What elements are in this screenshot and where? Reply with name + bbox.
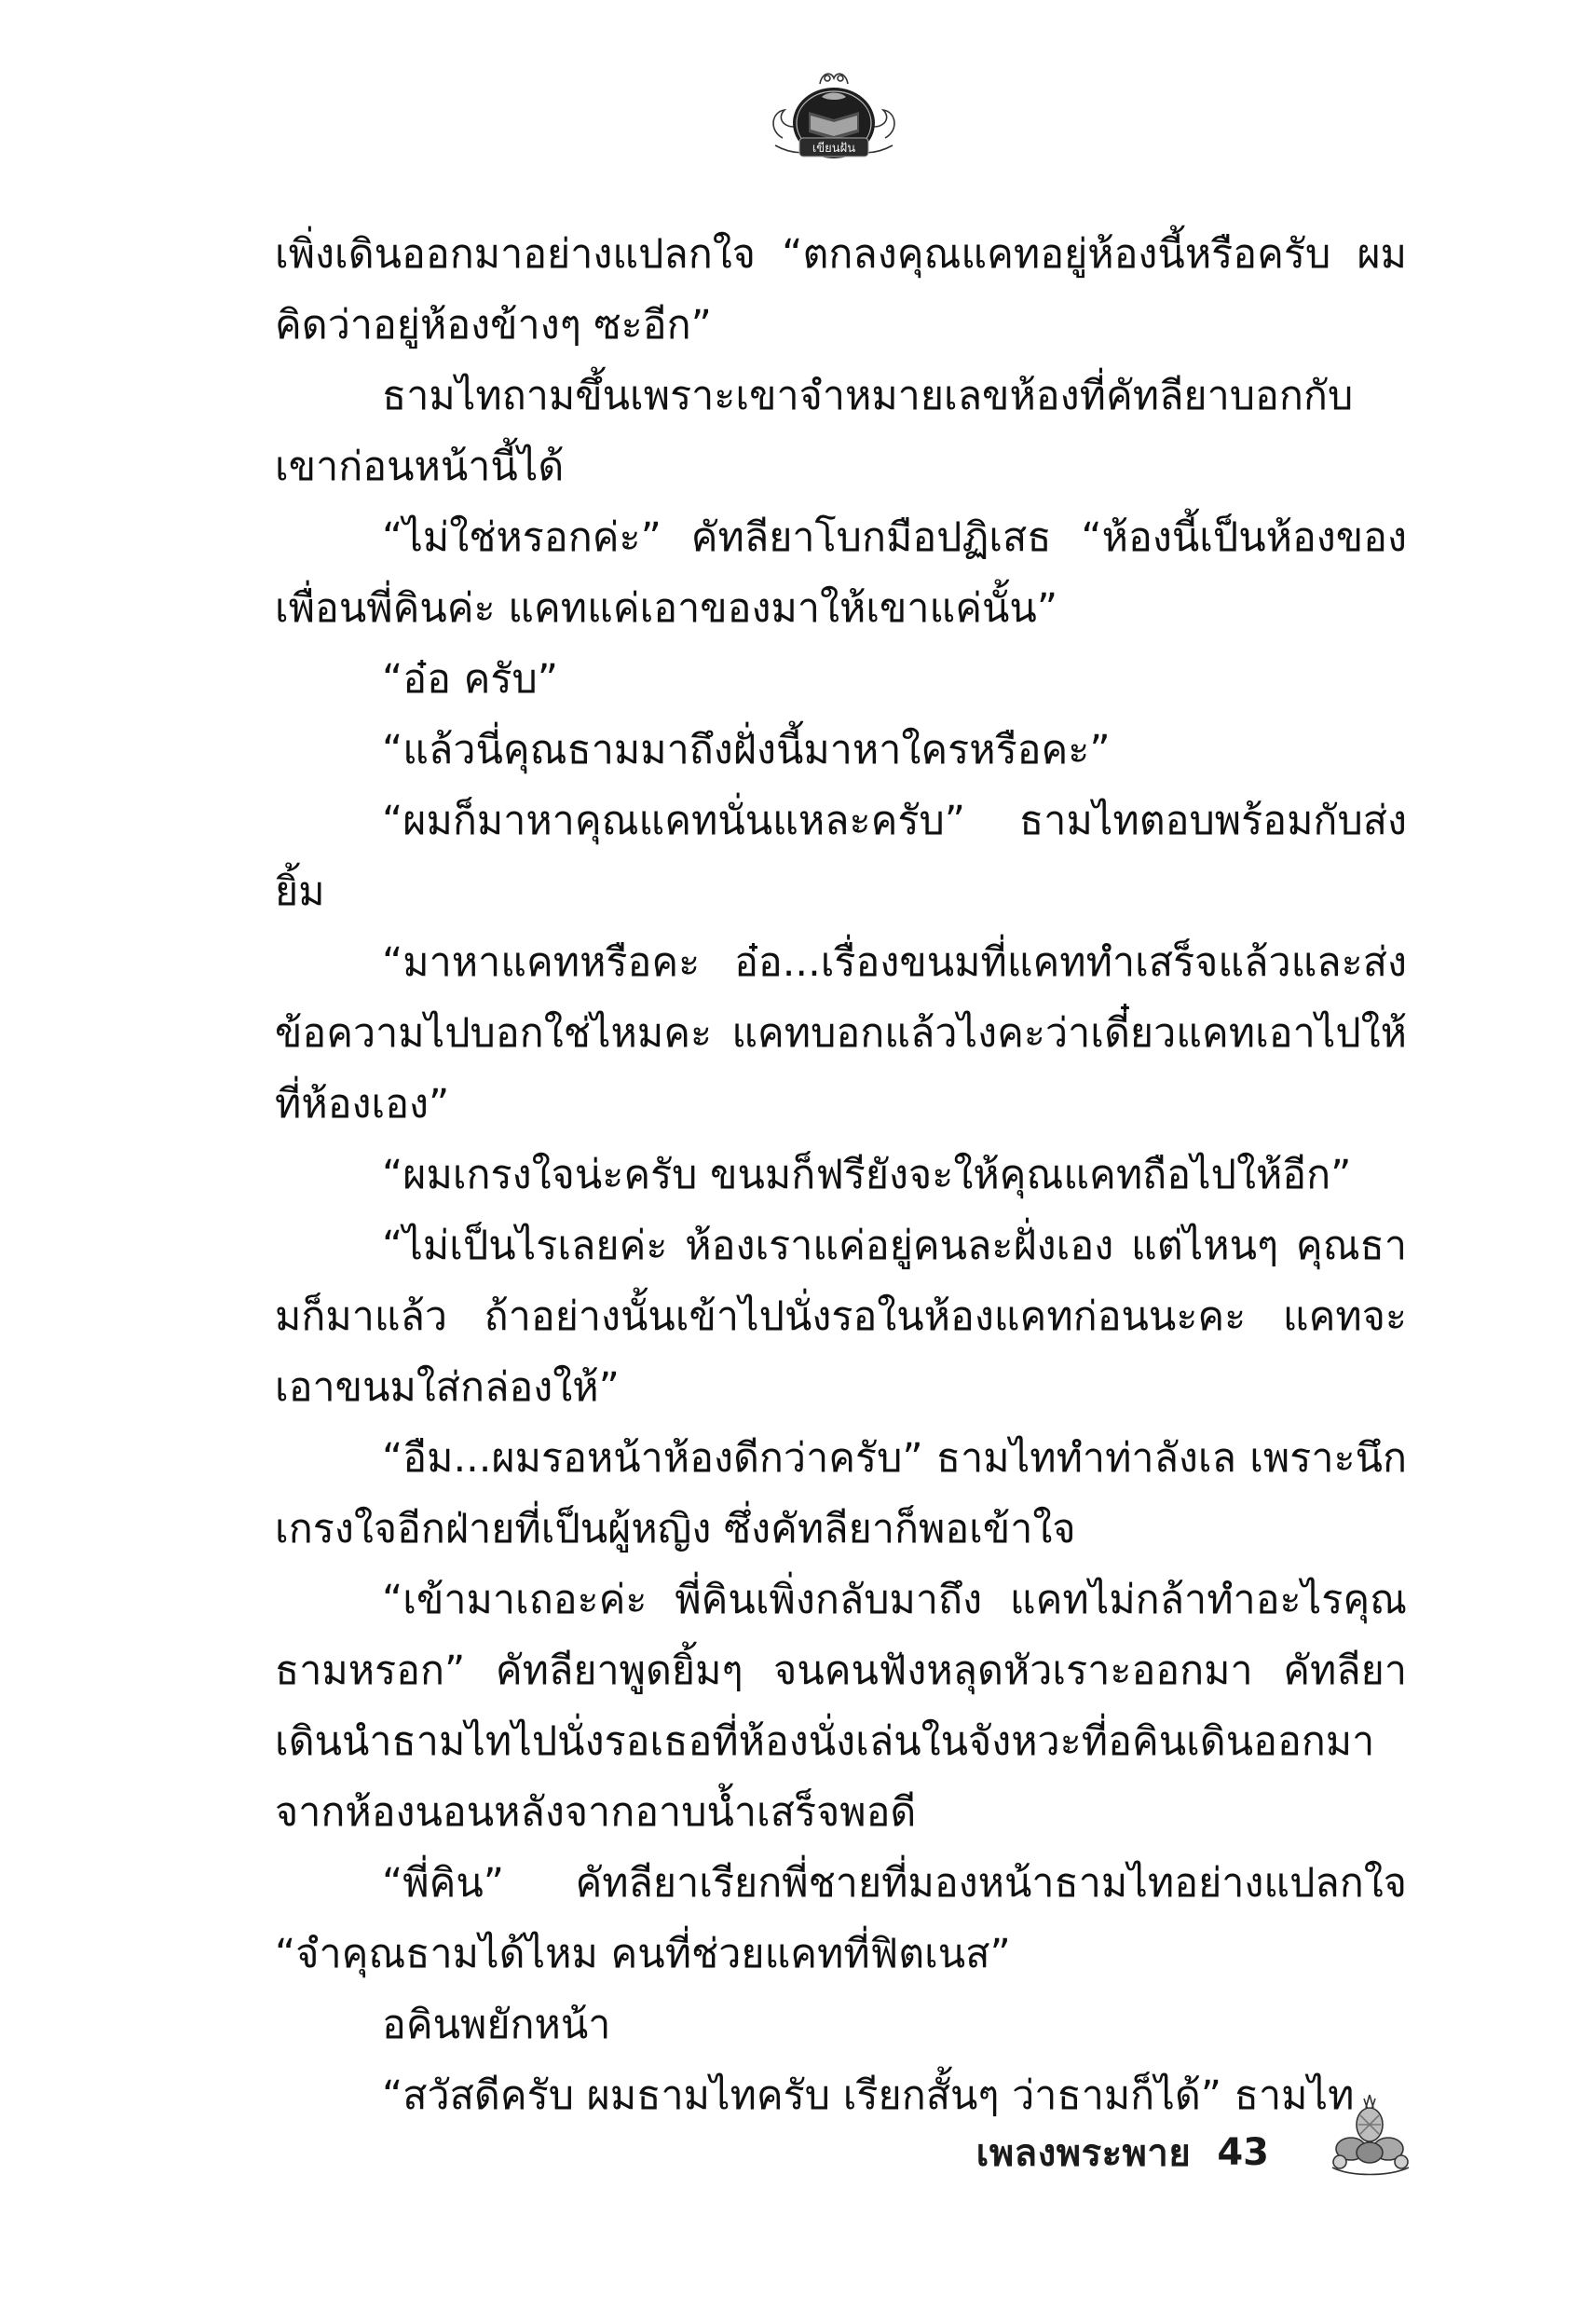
paragraph-9: “ไม่เป็นไรเลยค่ะ ห้องเราแค่อยู่คนละฝั่งเอง แต่ไหนๆ คุณธามก็มาแล้ว ถ้าอย่างนั้นเข้าไปนั่งรอในห้องแคทก่อนนะคะ แคทจะเอาขนมใส่กล่องให้” <box>275 1223 1407 1411</box>
paragraph-3: “ไม่ใช่หรอกค่ะ” คัทลียาโบกมือปฏิเสธ “ห้องนี้เป็นห้องของเพื่อนพี่คินค่ะ แคทแค่เอาของมาให้เขาแค่นั้น” <box>275 514 1407 632</box>
paragraph-11: “เข้ามาเถอะค่ะ พี่คินเพิ่งกลับมาถึง แคทไม่กล้าทำอะไรคุณธามหรอก” คัทลียาพูดยิ้มๆ จนคนฟังหลุดหัวเราะออกมา คัทลียาเดินนำธามไทไปนั่งรอเธอที่ห้องนั่งเล่นในจังหวะที่อคินเดินออกมาจากห้องนอนหลังจากอาบน้ำเสร็จพอดี <box>275 1577 1407 1836</box>
paragraph-10: “อืม...ผมรอหน้าห้องดีกว่าครับ” ธามไททำท่าลังเล เพราะนึกเกรงใจอีกฝ่ายที่เป็นผู้หญิง ซึ่งคัทลียาก็พอเข้าใจ <box>275 1435 1407 1552</box>
paragraph-13: อคินพยักหน้า <box>382 2002 611 2048</box>
paragraph-5: “แล้วนี่คุณธามมาถึงฝั่งนี้มาหาใครหรือคะ” <box>382 727 1111 773</box>
book-crest-logo-icon <box>764 65 904 170</box>
book-title: เพลงพระพาย <box>975 2132 1192 2175</box>
paragraph-6: “ผมก็มาหาคุณแคทนั่นแหละครับ” ธามไทตอบพร้อมกับส่งยิ้ม <box>275 798 1407 915</box>
paragraph-7: “มาหาแคทหรือคะ อ๋อ...เรื่องขนมที่แคททำเสร็จแล้วและส่งข้อความไปบอกใช่ไหมคะ แคทบอกแล้วไงคะว่าเดี๋ยวแคทเอาไปให้ที่ห้องเอง” <box>275 939 1407 1128</box>
pineapple-fruit-basket-icon <box>1323 2087 1416 2181</box>
paragraph-4: “อ๋อ ครับ” <box>382 656 559 703</box>
paragraph-14: “สวัสดีครับ ผมธามไทครับ เรียกสั้นๆ ว่าธามก็ได้” ธามไท <box>382 2072 1355 2119</box>
page-number: 43 <box>1217 2131 1269 2174</box>
paragraph-1: เพิ่งเดินออกมาอย่างแปลกใจ “ตกลงคุณแคทอยู่ห้องนี้หรือครับ ผมคิดว่าอยู่ห้องข้างๆ ซะอีก” <box>275 231 1407 349</box>
page-body <box>275 219 1407 2129</box>
logo-text: เขียนฝัน <box>812 142 856 156</box>
paragraph-8: “ผมเกรงใจน่ะครับ ขนมก็ฟรียังจะให้คุณแคทถือไปให้อีก” <box>382 1152 1352 1198</box>
paragraph-2: ธามไทถามขึ้นเพราะเขาจำหมายเลขห้องที่คัทลียาบอกกับเขาก่อนหน้านี้ได้ <box>275 373 1354 490</box>
paragraph-12: “พี่คิน” คัทลียาเรียกพี่ชายที่มองหน้าธามไทอย่างแปลกใจ “จำคุณธามได้ไหม คนที่ช่วยแคทที่ฟิตเนส” <box>275 1860 1407 1977</box>
